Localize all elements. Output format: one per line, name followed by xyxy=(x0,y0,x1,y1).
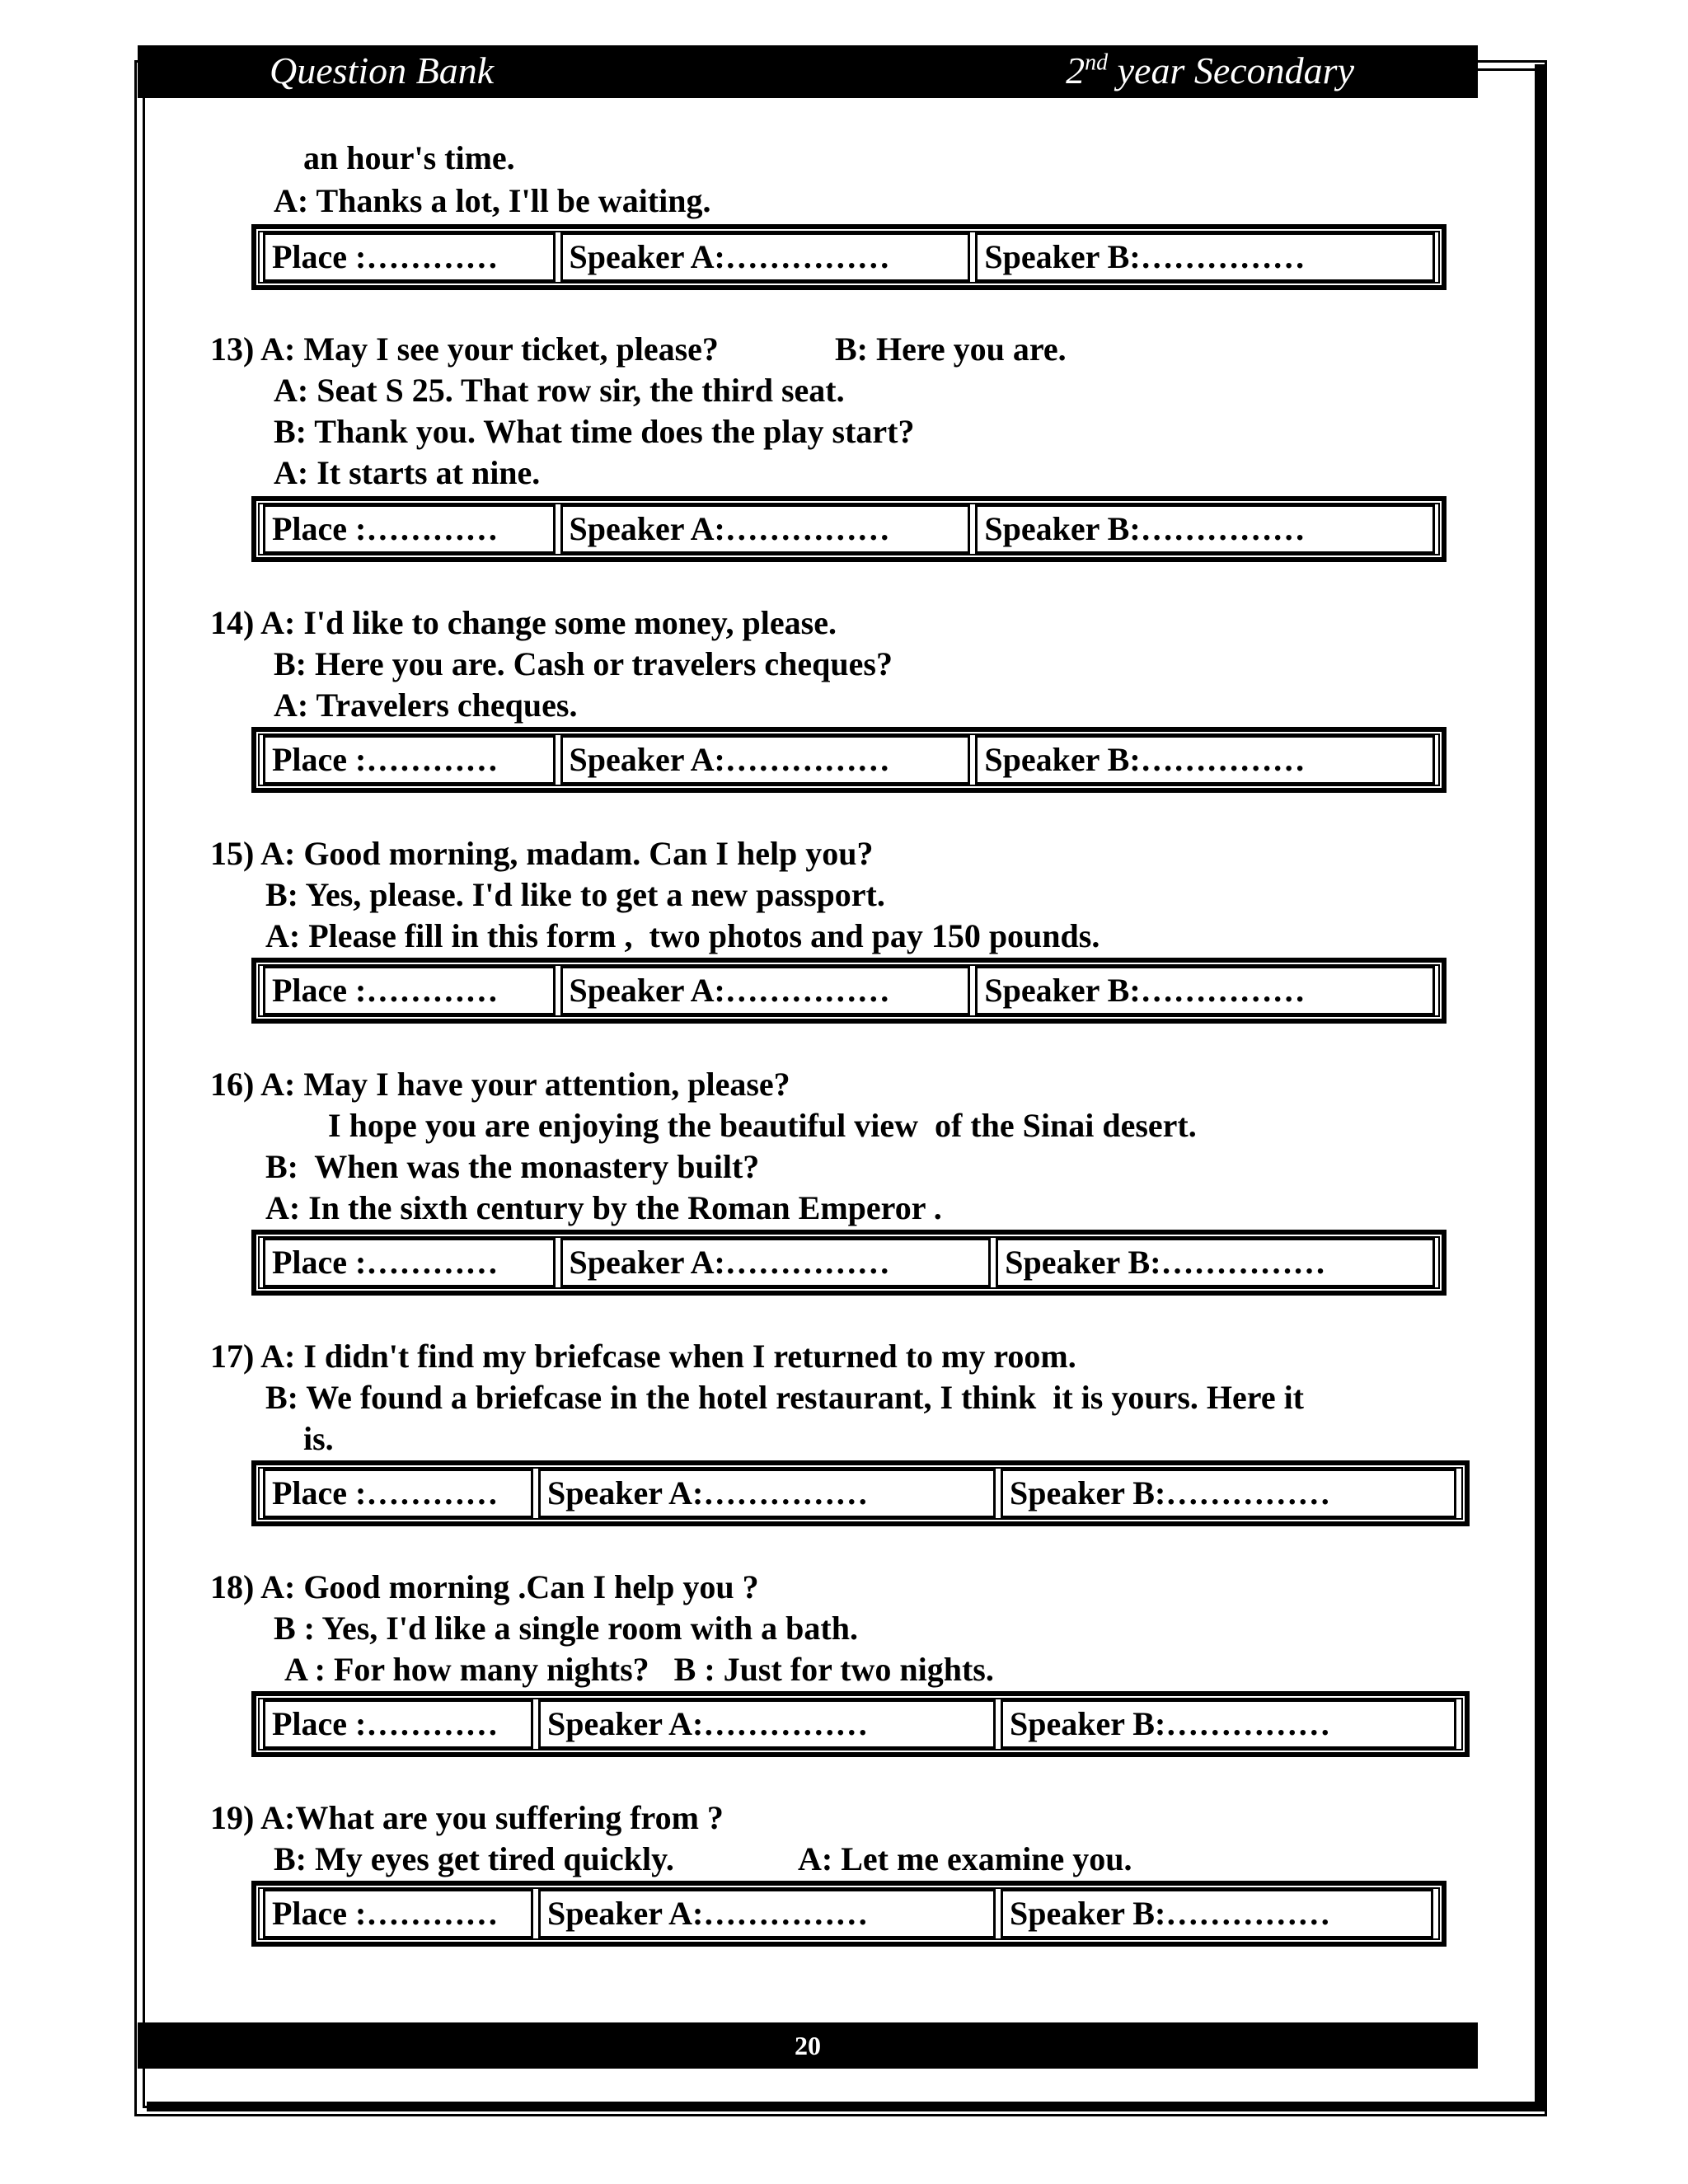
dialogue-line: A: Thanks a lot, I'll be waiting. xyxy=(274,182,711,219)
answer-table xyxy=(251,1460,1470,1526)
place-field[interactable]: Place :………… xyxy=(263,504,556,554)
speaker-a-field[interactable]: Speaker A:…………… xyxy=(560,1238,992,1287)
place-field[interactable]: Place :………… xyxy=(263,1889,533,1938)
answer-table xyxy=(251,1881,1447,1947)
answer-table xyxy=(251,224,1447,290)
dialogue-line: A: Please fill in this form , two photos and pay 150 pounds. xyxy=(265,917,1100,954)
answer-table xyxy=(251,1230,1447,1296)
question-17-line: 17) A: I didn't find my briefcase when I returned to my room. xyxy=(210,1338,1076,1375)
page-number: 20 xyxy=(795,2031,821,2060)
dialogue-line: A: In the sixth century by the Roman Emperor . xyxy=(265,1189,942,1226)
dialogue-line: B: Here you are. xyxy=(835,330,1067,368)
speaker-a-field[interactable]: Speaker A:…………… xyxy=(538,1469,996,1518)
place-field[interactable]: Place :………… xyxy=(263,735,556,785)
speaker-a-field[interactable]: Speaker A:…………… xyxy=(560,966,971,1015)
dialogue-line: A: Seat S 25. That row sir, the third seat. xyxy=(274,372,845,409)
dialogue-line: B: Thank you. What time does the play start? xyxy=(274,413,915,450)
question-19-line: 19) A:What are you suffering from ? xyxy=(210,1799,724,1836)
speaker-b-field[interactable]: Speaker B:…………… xyxy=(975,735,1435,785)
speaker-b-field[interactable]: Speaker B:…………… xyxy=(1001,1699,1456,1749)
dialogue-line: A : For how many nights? B : Just for two nights. xyxy=(284,1651,994,1688)
question-18-line: 18) A: Good morning .Can I help you ? xyxy=(210,1568,759,1605)
place-field[interactable]: Place :………… xyxy=(263,1238,556,1287)
speaker-a-field[interactable]: Speaker A:…………… xyxy=(560,735,971,785)
place-field[interactable]: Place :………… xyxy=(263,1699,533,1749)
dialogue-line: an hour's time. xyxy=(303,139,515,176)
footer-bar xyxy=(138,2022,1478,2069)
dialogue-line: is. xyxy=(303,1420,334,1457)
speaker-a-field[interactable]: Speaker A:…………… xyxy=(538,1699,996,1749)
question-16-line: 16) A: May I have your attention, please? xyxy=(210,1066,790,1103)
header-title: Question Bank xyxy=(270,49,495,91)
speaker-a-field[interactable]: Speaker A:…………… xyxy=(560,232,971,282)
speaker-b-field[interactable]: Speaker B:…………… xyxy=(996,1238,1435,1287)
place-field[interactable]: Place :………… xyxy=(263,966,556,1015)
dialogue-line: B: Here you are. Cash or travelers cheques? xyxy=(274,645,893,682)
question-15-line: 15) A: Good morning, madam. Can I help you? xyxy=(210,835,874,872)
speaker-b-field[interactable]: Speaker B:…………… xyxy=(975,504,1435,554)
header-bar xyxy=(138,45,1478,98)
dialogue-line: A: It starts at nine. xyxy=(274,454,541,491)
dialogue-line: I hope you are enjoying the beautiful view of the Sinai desert. xyxy=(328,1107,1197,1144)
speaker-b-field[interactable]: Speaker B:…………… xyxy=(1001,1889,1433,1938)
dialogue-line: B: We found a briefcase in the hotel restaurant, I think it is yours. Here it xyxy=(265,1379,1304,1416)
dialogue-line: A: Let me examine you. xyxy=(798,1840,1132,1877)
place-field[interactable]: Place :………… xyxy=(263,1469,533,1518)
answer-table xyxy=(251,727,1447,793)
place-field[interactable]: Place :………… xyxy=(263,232,556,282)
speaker-b-field[interactable]: Speaker B:…………… xyxy=(975,232,1435,282)
speaker-b-field[interactable]: Speaker B:…………… xyxy=(975,966,1435,1015)
speaker-a-field[interactable]: Speaker A:…………… xyxy=(538,1889,996,1938)
question-13-line: 13) A: May I see your ticket, please? xyxy=(210,330,719,368)
answer-table xyxy=(251,496,1447,562)
speaker-a-field[interactable]: Speaker A:…………… xyxy=(560,504,971,554)
dialogue-line: B : Yes, I'd like a single room with a bath. xyxy=(274,1610,858,1647)
header-grade: 2nd year Secondary xyxy=(1066,49,1354,91)
dialogue-line: B: My eyes get tired quickly. xyxy=(274,1840,674,1877)
question-14-line: 14) A: I'd like to change some money, please. xyxy=(210,604,837,641)
dialogue-line: A: Travelers cheques. xyxy=(274,687,578,724)
answer-table xyxy=(251,1691,1470,1757)
dialogue-line: B: When was the monastery built? xyxy=(265,1148,760,1185)
answer-table xyxy=(251,958,1447,1024)
speaker-b-field[interactable]: Speaker B:…………… xyxy=(1001,1469,1456,1518)
dialogue-line: B: Yes, please. I'd like to get a new passport. xyxy=(265,876,885,913)
